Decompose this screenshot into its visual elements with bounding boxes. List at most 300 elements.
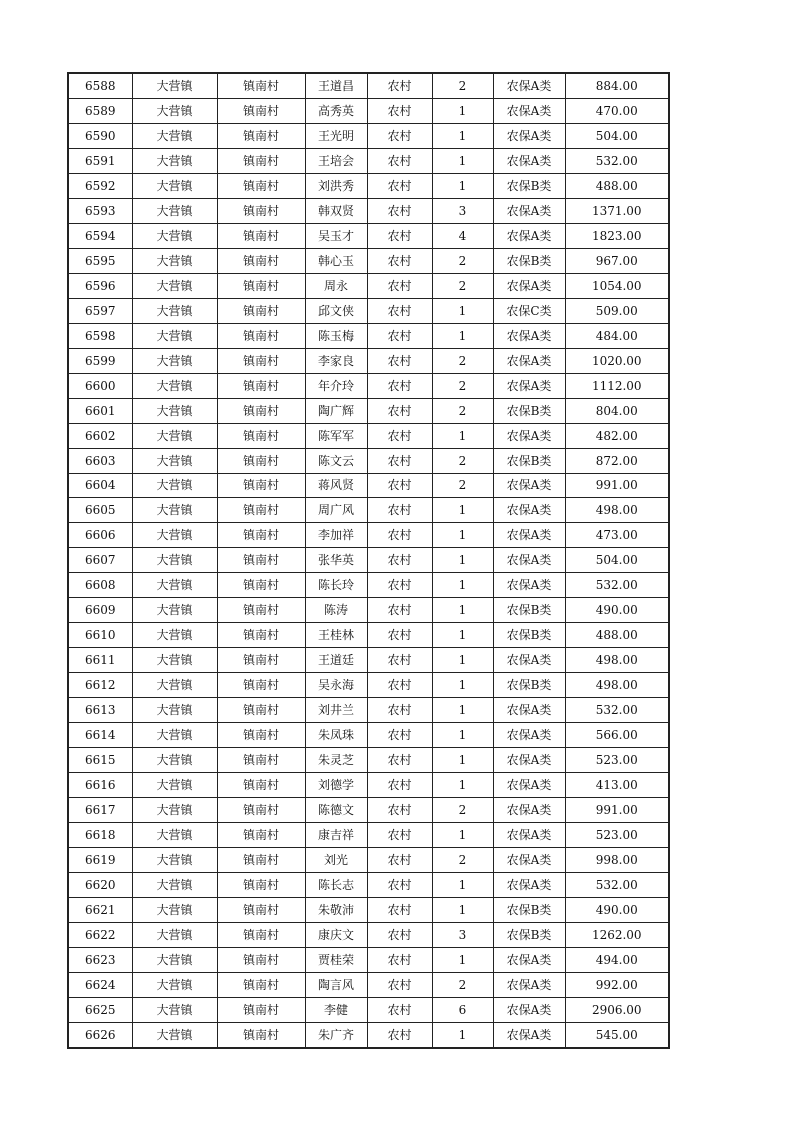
table-row — [68, 473, 669, 498]
cell-insurance-category: 农保B类 — [493, 173, 565, 198]
table-row — [68, 323, 669, 348]
cell-person-count: 2 — [432, 248, 493, 273]
cell-town: 大营镇 — [132, 173, 217, 198]
cell-record-number: 6616 — [68, 773, 132, 798]
cell-town: 大营镇 — [132, 598, 217, 623]
cell-town: 大营镇 — [132, 373, 217, 398]
cell-household-type: 农村 — [367, 498, 432, 523]
cell-household-type: 农村 — [367, 897, 432, 922]
cell-village: 镇南村 — [217, 723, 305, 748]
cell-name: 李加祥 — [305, 523, 367, 548]
cell-household-type: 农村 — [367, 548, 432, 573]
cell-name: 吴永海 — [305, 673, 367, 698]
cell-person-count: 2 — [432, 448, 493, 473]
cell-insurance-category: 农保B类 — [493, 448, 565, 473]
cell-town: 大营镇 — [132, 897, 217, 922]
cell-village: 镇南村 — [217, 223, 305, 248]
cell-person-count: 2 — [432, 348, 493, 373]
cell-insurance-category: 农保A类 — [493, 1022, 565, 1047]
cell-household-type: 农村 — [367, 823, 432, 848]
cell-village: 镇南村 — [217, 73, 305, 98]
cell-amount: 488.00 — [565, 173, 669, 198]
cell-insurance-category: 农保A类 — [493, 498, 565, 523]
cell-name: 周永 — [305, 273, 367, 298]
cell-name: 邱文侠 — [305, 298, 367, 323]
table-row — [68, 673, 669, 698]
table-row — [68, 823, 669, 848]
cell-insurance-category: 农保A类 — [493, 373, 565, 398]
cell-village: 镇南村 — [217, 398, 305, 423]
cell-person-count: 1 — [432, 523, 493, 548]
cell-person-count: 1 — [432, 1022, 493, 1047]
cell-town: 大营镇 — [132, 648, 217, 673]
table-row — [68, 997, 669, 1022]
table-row — [68, 248, 669, 273]
cell-record-number: 6599 — [68, 348, 132, 373]
roster-table — [67, 72, 670, 1049]
cell-name: 韩双贤 — [305, 198, 367, 223]
cell-person-count: 4 — [432, 223, 493, 248]
cell-village: 镇南村 — [217, 98, 305, 123]
cell-insurance-category: 农保A类 — [493, 348, 565, 373]
cell-household-type: 农村 — [367, 648, 432, 673]
cell-amount: 1262.00 — [565, 922, 669, 947]
cell-person-count: 1 — [432, 723, 493, 748]
cell-town: 大营镇 — [132, 273, 217, 298]
table-row — [68, 848, 669, 873]
cell-insurance-category: 农保A类 — [493, 573, 565, 598]
cell-name: 刘光 — [305, 848, 367, 873]
cell-amount: 504.00 — [565, 548, 669, 573]
cell-person-count: 1 — [432, 698, 493, 723]
cell-name: 王桂林 — [305, 623, 367, 648]
cell-record-number: 6593 — [68, 198, 132, 223]
cell-household-type: 农村 — [367, 448, 432, 473]
cell-amount: 494.00 — [565, 947, 669, 972]
cell-record-number: 6589 — [68, 98, 132, 123]
cell-record-number: 6594 — [68, 223, 132, 248]
cell-town: 大营镇 — [132, 123, 217, 148]
cell-village: 镇南村 — [217, 423, 305, 448]
cell-name: 朱灵芝 — [305, 748, 367, 773]
cell-name: 陶广辉 — [305, 398, 367, 423]
cell-amount: 490.00 — [565, 598, 669, 623]
cell-amount: 566.00 — [565, 723, 669, 748]
cell-village: 镇南村 — [217, 773, 305, 798]
cell-village: 镇南村 — [217, 123, 305, 148]
cell-name: 年介玲 — [305, 373, 367, 398]
cell-amount: 470.00 — [565, 98, 669, 123]
cell-insurance-category: 农保A类 — [493, 997, 565, 1022]
table-row — [68, 223, 669, 248]
cell-name: 陈军军 — [305, 423, 367, 448]
cell-name: 贾桂荣 — [305, 947, 367, 972]
cell-record-number: 6622 — [68, 922, 132, 947]
cell-household-type: 农村 — [367, 223, 432, 248]
cell-person-count: 1 — [432, 298, 493, 323]
cell-amount: 523.00 — [565, 823, 669, 848]
table-row — [68, 298, 669, 323]
table-row — [68, 98, 669, 123]
cell-town: 大营镇 — [132, 947, 217, 972]
cell-record-number: 6610 — [68, 623, 132, 648]
cell-household-type: 农村 — [367, 748, 432, 773]
table-row — [68, 748, 669, 773]
cell-person-count: 1 — [432, 123, 493, 148]
cell-village: 镇南村 — [217, 997, 305, 1022]
cell-insurance-category: 农保A类 — [493, 823, 565, 848]
cell-person-count: 2 — [432, 73, 493, 98]
table-row — [68, 922, 669, 947]
cell-person-count: 1 — [432, 623, 493, 648]
cell-town: 大营镇 — [132, 473, 217, 498]
cell-town: 大营镇 — [132, 498, 217, 523]
cell-person-count: 1 — [432, 323, 493, 348]
cell-household-type: 农村 — [367, 873, 432, 898]
cell-insurance-category: 农保B类 — [493, 598, 565, 623]
cell-village: 镇南村 — [217, 573, 305, 598]
cell-household-type: 农村 — [367, 273, 432, 298]
cell-village: 镇南村 — [217, 947, 305, 972]
cell-insurance-category: 农保A类 — [493, 972, 565, 997]
cell-town: 大营镇 — [132, 698, 217, 723]
cell-name: 康吉祥 — [305, 823, 367, 848]
table-row — [68, 1022, 669, 1047]
cell-insurance-category: 农保A类 — [493, 848, 565, 873]
cell-insurance-category: 农保B类 — [493, 398, 565, 423]
table-row — [68, 498, 669, 523]
cell-village: 镇南村 — [217, 323, 305, 348]
cell-insurance-category: 农保B类 — [493, 248, 565, 273]
cell-person-count: 2 — [432, 848, 493, 873]
cell-town: 大营镇 — [132, 448, 217, 473]
cell-village: 镇南村 — [217, 823, 305, 848]
table-row — [68, 972, 669, 997]
cell-household-type: 农村 — [367, 598, 432, 623]
cell-insurance-category: 农保B类 — [493, 623, 565, 648]
table-row — [68, 398, 669, 423]
cell-household-type: 农村 — [367, 123, 432, 148]
cell-amount: 967.00 — [565, 248, 669, 273]
table-row — [68, 573, 669, 598]
cell-record-number: 6604 — [68, 473, 132, 498]
cell-village: 镇南村 — [217, 548, 305, 573]
cell-record-number: 6600 — [68, 373, 132, 398]
cell-name: 吴玉才 — [305, 223, 367, 248]
cell-name: 康庆文 — [305, 922, 367, 947]
table-row — [68, 548, 669, 573]
cell-village: 镇南村 — [217, 523, 305, 548]
cell-person-count: 1 — [432, 548, 493, 573]
cell-person-count: 1 — [432, 498, 493, 523]
cell-amount: 998.00 — [565, 848, 669, 873]
cell-record-number: 6613 — [68, 698, 132, 723]
cell-person-count: 1 — [432, 173, 493, 198]
cell-record-number: 6588 — [68, 73, 132, 98]
cell-record-number: 6602 — [68, 423, 132, 448]
cell-household-type: 农村 — [367, 248, 432, 273]
table-row — [68, 373, 669, 398]
cell-insurance-category: 农保A类 — [493, 423, 565, 448]
cell-record-number: 6621 — [68, 897, 132, 922]
cell-record-number: 6608 — [68, 573, 132, 598]
cell-village: 镇南村 — [217, 148, 305, 173]
cell-amount: 523.00 — [565, 748, 669, 773]
cell-amount: 498.00 — [565, 498, 669, 523]
cell-village: 镇南村 — [217, 648, 305, 673]
cell-insurance-category: 农保A类 — [493, 947, 565, 972]
cell-amount: 504.00 — [565, 123, 669, 148]
cell-insurance-category: 农保A类 — [493, 223, 565, 248]
cell-name: 高秀英 — [305, 98, 367, 123]
cell-record-number: 6614 — [68, 723, 132, 748]
cell-person-count: 1 — [432, 673, 493, 698]
table-row — [68, 148, 669, 173]
table-row — [68, 198, 669, 223]
cell-name: 朱凤珠 — [305, 723, 367, 748]
cell-person-count: 1 — [432, 947, 493, 972]
cell-amount: 532.00 — [565, 148, 669, 173]
cell-person-count: 1 — [432, 748, 493, 773]
cell-record-number: 6609 — [68, 598, 132, 623]
cell-village: 镇南村 — [217, 798, 305, 823]
cell-record-number: 6623 — [68, 947, 132, 972]
cell-record-number: 6596 — [68, 273, 132, 298]
cell-insurance-category: 农保A类 — [493, 873, 565, 898]
table-row — [68, 648, 669, 673]
table-row — [68, 798, 669, 823]
cell-household-type: 农村 — [367, 623, 432, 648]
cell-name: 朱广齐 — [305, 1022, 367, 1047]
cell-person-count: 6 — [432, 997, 493, 1022]
cell-record-number: 6601 — [68, 398, 132, 423]
cell-name: 陈长志 — [305, 873, 367, 898]
cell-town: 大营镇 — [132, 848, 217, 873]
cell-village: 镇南村 — [217, 598, 305, 623]
cell-amount: 490.00 — [565, 897, 669, 922]
cell-amount: 1112.00 — [565, 373, 669, 398]
cell-insurance-category: 农保A类 — [493, 548, 565, 573]
cell-record-number: 6598 — [68, 323, 132, 348]
cell-village: 镇南村 — [217, 922, 305, 947]
cell-record-number: 6590 — [68, 123, 132, 148]
cell-name: 王道廷 — [305, 648, 367, 673]
cell-village: 镇南村 — [217, 623, 305, 648]
cell-name: 刘洪秀 — [305, 173, 367, 198]
table-row — [68, 173, 669, 198]
cell-village: 镇南村 — [217, 448, 305, 473]
cell-town: 大营镇 — [132, 348, 217, 373]
cell-village: 镇南村 — [217, 897, 305, 922]
cell-insurance-category: 农保A类 — [493, 148, 565, 173]
cell-town: 大营镇 — [132, 823, 217, 848]
cell-record-number: 6624 — [68, 972, 132, 997]
cell-town: 大营镇 — [132, 423, 217, 448]
cell-town: 大营镇 — [132, 223, 217, 248]
cell-amount: 1823.00 — [565, 223, 669, 248]
cell-household-type: 农村 — [367, 473, 432, 498]
cell-village: 镇南村 — [217, 972, 305, 997]
cell-village: 镇南村 — [217, 698, 305, 723]
cell-amount: 992.00 — [565, 972, 669, 997]
cell-household-type: 农村 — [367, 573, 432, 598]
cell-household-type: 农村 — [367, 723, 432, 748]
cell-insurance-category: 农保A类 — [493, 473, 565, 498]
cell-person-count: 1 — [432, 873, 493, 898]
cell-name: 刘井兰 — [305, 698, 367, 723]
cell-village: 镇南村 — [217, 348, 305, 373]
cell-person-count: 2 — [432, 373, 493, 398]
cell-insurance-category: 农保A类 — [493, 798, 565, 823]
cell-household-type: 农村 — [367, 523, 432, 548]
cell-household-type: 农村 — [367, 698, 432, 723]
cell-amount: 488.00 — [565, 623, 669, 648]
cell-name: 陈德文 — [305, 798, 367, 823]
cell-insurance-category: 农保B类 — [493, 897, 565, 922]
cell-household-type: 农村 — [367, 798, 432, 823]
cell-record-number: 6619 — [68, 848, 132, 873]
cell-record-number: 6607 — [68, 548, 132, 573]
cell-name: 张华英 — [305, 548, 367, 573]
cell-insurance-category: 农保A类 — [493, 273, 565, 298]
cell-person-count: 1 — [432, 598, 493, 623]
cell-household-type: 农村 — [367, 423, 432, 448]
cell-person-count: 2 — [432, 972, 493, 997]
cell-person-count: 1 — [432, 648, 493, 673]
cell-town: 大营镇 — [132, 298, 217, 323]
cell-amount: 498.00 — [565, 673, 669, 698]
cell-record-number: 6605 — [68, 498, 132, 523]
cell-amount: 509.00 — [565, 298, 669, 323]
cell-name: 陈涛 — [305, 598, 367, 623]
cell-insurance-category: 农保B类 — [493, 922, 565, 947]
cell-household-type: 农村 — [367, 922, 432, 947]
table-row — [68, 873, 669, 898]
cell-amount: 532.00 — [565, 573, 669, 598]
cell-person-count: 1 — [432, 148, 493, 173]
cell-insurance-category: 农保A类 — [493, 73, 565, 98]
cell-village: 镇南村 — [217, 1022, 305, 1047]
cell-amount: 532.00 — [565, 698, 669, 723]
cell-amount: 991.00 — [565, 473, 669, 498]
cell-name: 周广风 — [305, 498, 367, 523]
cell-town: 大营镇 — [132, 523, 217, 548]
cell-town: 大营镇 — [132, 997, 217, 1022]
table-row — [68, 273, 669, 298]
cell-amount: 482.00 — [565, 423, 669, 448]
cell-household-type: 农村 — [367, 773, 432, 798]
cell-name: 刘德学 — [305, 773, 367, 798]
cell-town: 大营镇 — [132, 873, 217, 898]
cell-insurance-category: 农保A类 — [493, 323, 565, 348]
cell-village: 镇南村 — [217, 198, 305, 223]
cell-insurance-category: 农保A类 — [493, 648, 565, 673]
cell-record-number: 6620 — [68, 873, 132, 898]
cell-town: 大营镇 — [132, 548, 217, 573]
cell-person-count: 1 — [432, 897, 493, 922]
table-row — [68, 423, 669, 448]
cell-name: 陈文云 — [305, 448, 367, 473]
cell-town: 大营镇 — [132, 98, 217, 123]
cell-name: 王光明 — [305, 123, 367, 148]
cell-insurance-category: 农保B类 — [493, 673, 565, 698]
table-row — [68, 523, 669, 548]
cell-village: 镇南村 — [217, 298, 305, 323]
cell-person-count: 1 — [432, 98, 493, 123]
cell-town: 大营镇 — [132, 1022, 217, 1047]
cell-insurance-category: 农保A类 — [493, 723, 565, 748]
cell-amount: 545.00 — [565, 1022, 669, 1047]
cell-record-number: 6617 — [68, 798, 132, 823]
roster-body — [68, 73, 669, 1048]
cell-village: 镇南村 — [217, 748, 305, 773]
cell-household-type: 农村 — [367, 972, 432, 997]
cell-town: 大营镇 — [132, 623, 217, 648]
cell-person-count: 2 — [432, 798, 493, 823]
cell-record-number: 6597 — [68, 298, 132, 323]
cell-village: 镇南村 — [217, 498, 305, 523]
cell-town: 大营镇 — [132, 922, 217, 947]
table-row — [68, 448, 669, 473]
cell-amount: 1371.00 — [565, 198, 669, 223]
cell-record-number: 6615 — [68, 748, 132, 773]
cell-record-number: 6606 — [68, 523, 132, 548]
cell-household-type: 农村 — [367, 198, 432, 223]
cell-record-number: 6625 — [68, 997, 132, 1022]
cell-amount: 884.00 — [565, 73, 669, 98]
cell-amount: 532.00 — [565, 873, 669, 898]
cell-amount: 991.00 — [565, 798, 669, 823]
cell-record-number: 6612 — [68, 673, 132, 698]
cell-insurance-category: 农保A类 — [493, 123, 565, 148]
cell-insurance-category: 农保A类 — [493, 698, 565, 723]
cell-record-number: 6603 — [68, 448, 132, 473]
cell-village: 镇南村 — [217, 848, 305, 873]
table-row — [68, 723, 669, 748]
cell-town: 大营镇 — [132, 972, 217, 997]
cell-household-type: 农村 — [367, 848, 432, 873]
cell-amount: 1020.00 — [565, 348, 669, 373]
cell-town: 大营镇 — [132, 148, 217, 173]
cell-household-type: 农村 — [367, 673, 432, 698]
cell-record-number: 6611 — [68, 648, 132, 673]
table-row — [68, 623, 669, 648]
cell-town: 大营镇 — [132, 73, 217, 98]
table-row — [68, 947, 669, 972]
cell-name: 王培会 — [305, 148, 367, 173]
cell-person-count: 1 — [432, 573, 493, 598]
cell-name: 陶言风 — [305, 972, 367, 997]
cell-household-type: 农村 — [367, 73, 432, 98]
cell-town: 大营镇 — [132, 773, 217, 798]
cell-town: 大营镇 — [132, 398, 217, 423]
cell-household-type: 农村 — [367, 348, 432, 373]
cell-name: 陈长玲 — [305, 573, 367, 598]
table-row — [68, 123, 669, 148]
cell-town: 大营镇 — [132, 673, 217, 698]
cell-household-type: 农村 — [367, 947, 432, 972]
cell-person-count: 2 — [432, 273, 493, 298]
cell-person-count: 3 — [432, 922, 493, 947]
cell-person-count: 2 — [432, 473, 493, 498]
cell-amount: 1054.00 — [565, 273, 669, 298]
cell-household-type: 农村 — [367, 148, 432, 173]
cell-record-number: 6595 — [68, 248, 132, 273]
cell-village: 镇南村 — [217, 373, 305, 398]
cell-name: 蒋风贤 — [305, 473, 367, 498]
cell-amount: 872.00 — [565, 448, 669, 473]
cell-amount: 484.00 — [565, 323, 669, 348]
